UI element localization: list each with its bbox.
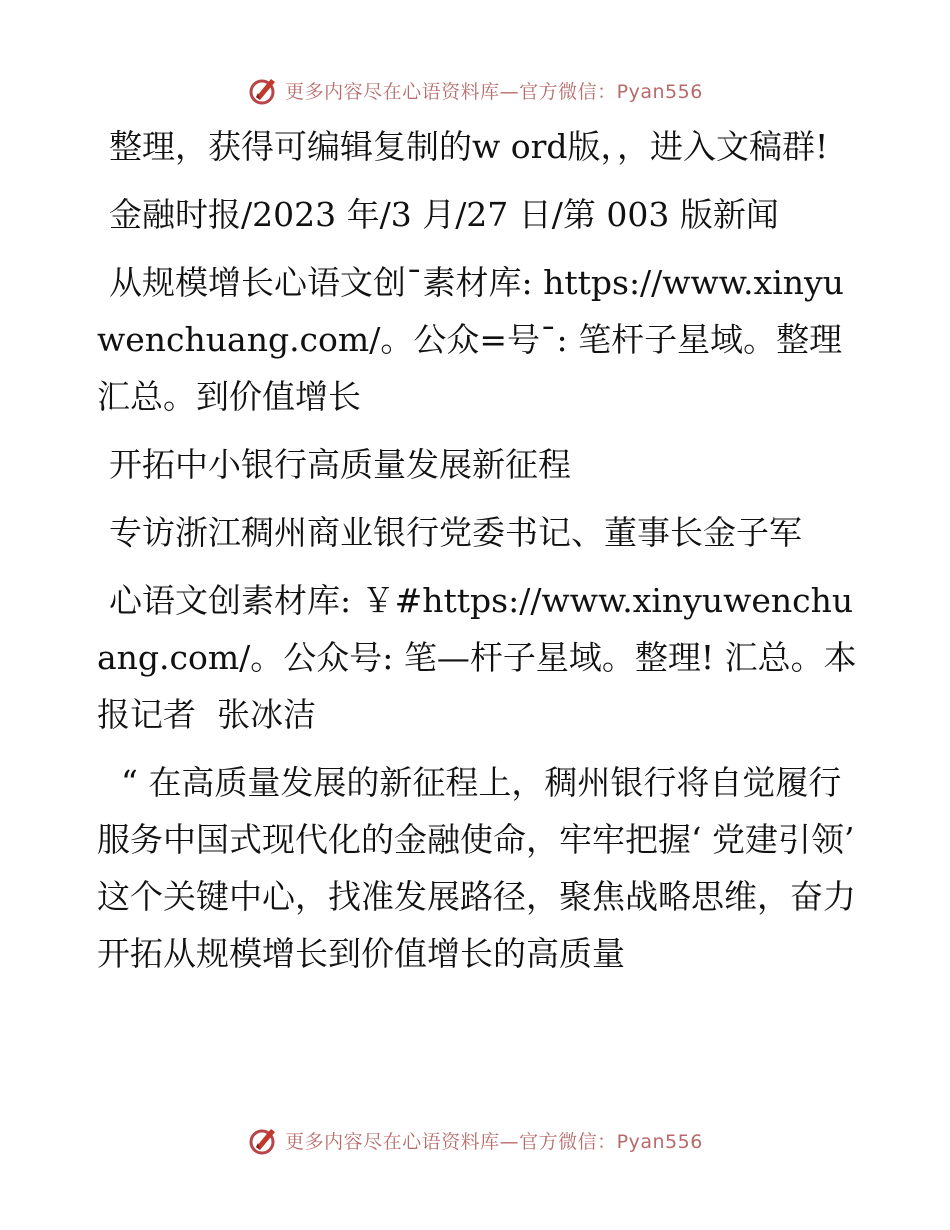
paragraph-body-quote: “ 在高质量发展的新征程上，稠州银行将自觉履行服务中国式现代化的金融使命，牢牢把握‘ 党建引领’ 这个关键中心，找准发展路径，聚焦战略思维，奋力开拓从规模增长到价值增长的高质量 xyxy=(97,763,865,973)
pen-logo-icon xyxy=(247,1123,281,1157)
article-title: 开拓中小银行高质量发展新征程 xyxy=(109,445,571,484)
banner-text: 更多内容尽在心语资料库—官方微信：Pyan556 xyxy=(285,80,703,103)
pen-logo-icon xyxy=(247,73,281,107)
article-subtitle: 专访浙江稠州商业银行党委书记、董事长金子军 xyxy=(109,513,802,552)
header-watermark-banner xyxy=(0,70,950,110)
document-body xyxy=(97,118,865,993)
footer-watermark-banner xyxy=(0,1120,950,1160)
paragraph-reporter-line: 心语文创素材库: ￥#https://www.xinyuwenchuang.com/。公众号: 笔—杆子星域。整理! 汇总。本报记者 张冰洁 xyxy=(97,581,857,734)
banner-text: 更多内容尽在心语资料库—官方微信：Pyan556 xyxy=(285,1130,703,1153)
paragraph-source-line: 金融时报/2023 年/3 月/27 日/第 003 版新闻 xyxy=(109,195,779,234)
paragraph-editable-note: 整理，获得可编辑复制的w ord版，，进入文稿群! xyxy=(109,127,829,166)
paragraph-subhead-1: 从规模增长心语文创¯素材库: https://www.xinyuwenchuang.com/。公众=号¯: 笔杆子星域。整理汇总。到价值增长 xyxy=(97,263,844,416)
